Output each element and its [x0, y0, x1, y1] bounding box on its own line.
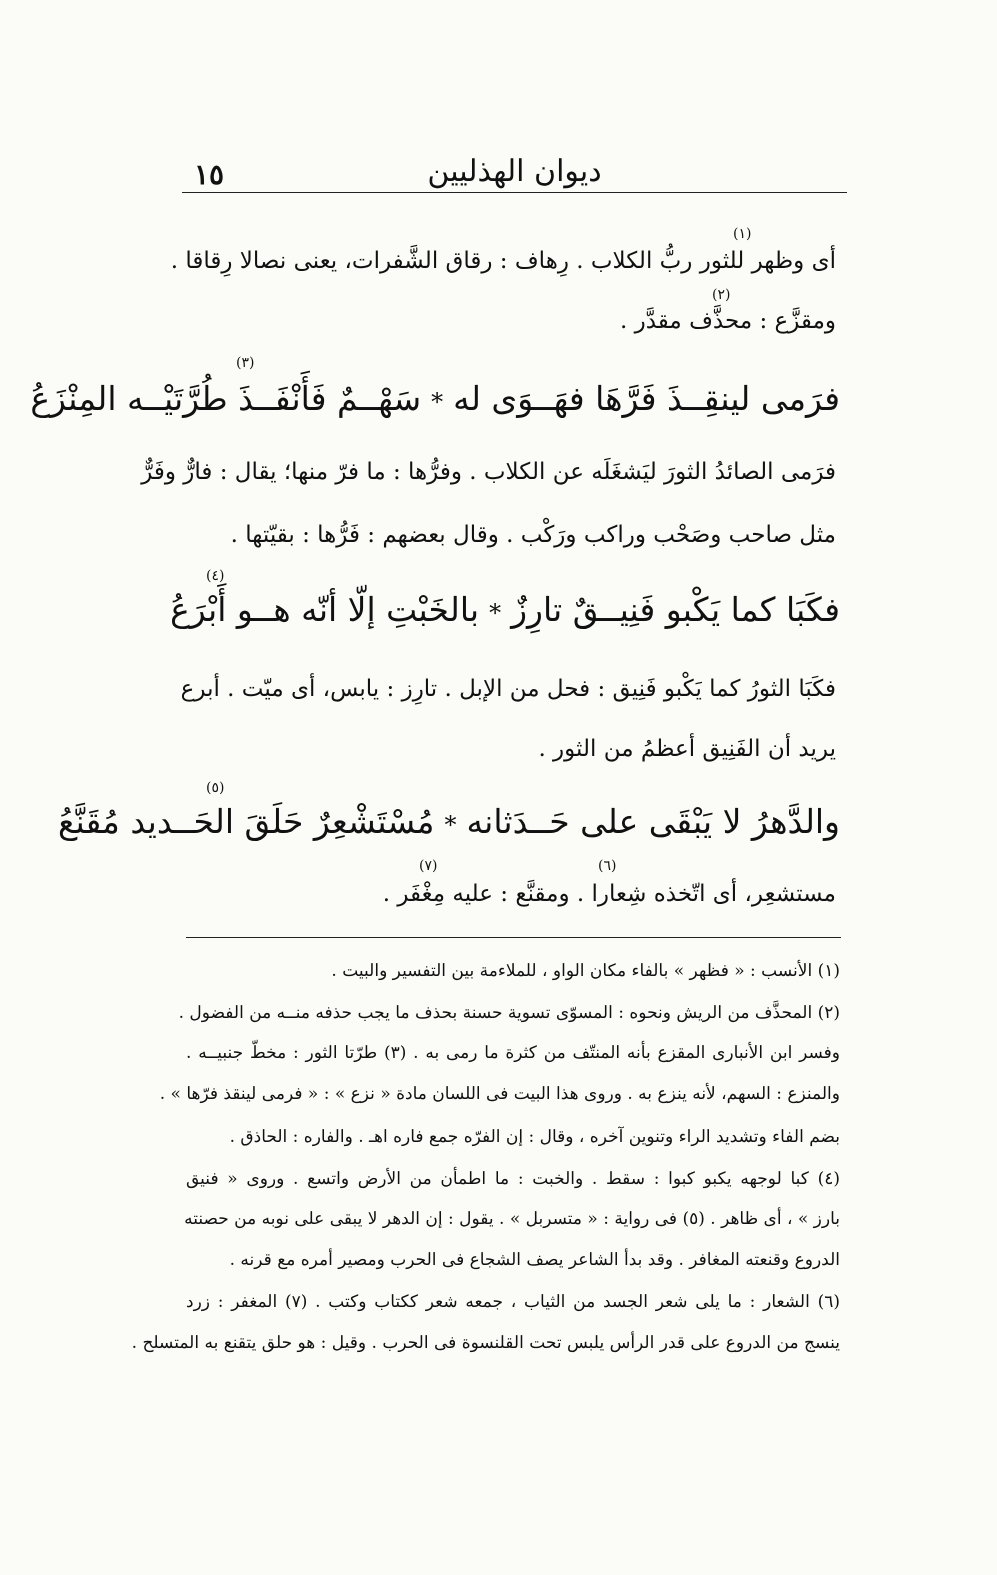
verse-second-hemistich: مُسْتَشْعِرٌ حَلَقَ الحَــديد مُقَنَّعُ: [57, 802, 435, 841]
footnote-line: بضم الفاء وتشديد الراء وتنوين آخره ، وقال : إن الفرّه جمع فاره اهـ . والفاره : الحاذق .: [229, 1127, 840, 1147]
footnote-marker-3: (٣): [236, 355, 255, 371]
footnote-line: والمنزع : السهم، لأنه ينزع به . وروى هذا البيت فى اللسان مادة « نزع » : « فرمى لينقذ فرّها » .: [159, 1084, 840, 1104]
footnote-line: الدروع وقنعته المغافر . وقد بدأ الشاعر يصف الشجاع فى الحرب ومصير أمره مع قرنه .: [229, 1250, 840, 1270]
commentary-line: مثل صاحب وصَحْب وراكب ورَكْب . وقال بعضهم : فَرُّها : بقيّتها .: [230, 522, 836, 548]
page-number: ١٥: [194, 158, 225, 191]
footnote-marker-2: (٢): [712, 287, 731, 303]
footnote-line: (٤) كبا لوجهه يكبو كبوا : سقط . والخبت : ما اطمأن من الأرض واتسع . وروى « فنيق: [186, 1169, 840, 1189]
commentary-line: يريد أن الفَنِيق أعظمُ من الثور .: [538, 736, 836, 762]
commentary-line: مستشعِر، أى اتّخذه شِعارا . ومقنَّع : عليه مِغْفَر .: [382, 881, 836, 907]
footnote-marker-4: (٤): [206, 568, 225, 584]
verse-separator: *: [489, 599, 502, 627]
verse-second-hemistich: سَهْــمٌ فَأَنْفَــذَ طُرَّتَيْــه المِنْزَعُ: [30, 379, 422, 418]
verse-first-hemistich: والدَّهرُ لا يَبْقَى على حَــدَثانه: [466, 802, 840, 841]
page-header: [182, 150, 847, 193]
footnote-divider: [186, 937, 841, 938]
verse: [30, 377, 840, 424]
commentary-line: أى وظهر للثور ربُّ الكلاب . رِهاف : رقاق الشَّفرات، يعنى نصالا رِقاقا .: [170, 248, 836, 274]
verse: [57, 800, 840, 847]
running-title: ديوان الهذليين: [427, 154, 602, 189]
verse-first-hemistich: فكَبَا كما يَكْبو فَنِيــقٌ تارِزٌ: [511, 590, 840, 629]
commentary-line: فرَمى الصائدُ الثورَ ليَشغَلَه عن الكلاب . وفرُّها : ما فرّ منها؛ يقال : فارٌّ وفَرٌّ: [141, 459, 836, 485]
verse-second-hemistich: بالخَبْتِ إلّا أنّه هــو أَبْرَعُ: [170, 590, 480, 629]
verse-separator: *: [444, 811, 457, 839]
footnote-line: (٦) الشعار : ما يلى شعر الجسد من الثياب ، جمعه شعر ككتاب وكتب . (٧) المغفر : زرد: [186, 1292, 840, 1312]
footnote-marker-5: (٥): [206, 780, 225, 796]
verse-first-hemistich: فرَمى لينقِــذَ فَرَّهَا فهَــوَى له: [453, 379, 840, 418]
footnote-line: بارز » ، أى ظاهر . (٥) فى رواية : « متسربل » . يقول : إن الدهر لا يبقى على نوبه من حصنته: [184, 1209, 840, 1229]
footnote-marker-1: (١): [733, 226, 752, 242]
commentary-line: فكَبَا الثورُ كما يَكْبو فَنِيق : فحل من الإبل . تارِز : يابس، أى ميّت . أبرع: [180, 676, 836, 702]
verse-separator: *: [431, 388, 444, 416]
footnote-line: وفسر ابن الأنبارى المقزع بأنه المنتّف من كثرة ما رمى به . (٣) طرّتا الثور : مخطّ جنبيــه .: [186, 1043, 840, 1063]
footnote-line: ينسج من الدروع على قدر الرأس يلبس تحت القلنسوة فى الحرب . وقيل : هو حلق يتقنع به المتسلح .: [131, 1333, 840, 1353]
verse: [170, 588, 840, 635]
footnote-line: (١) الأنسب : « فظهر » بالفاء مكان الواو ، للملاءمة بين التفسير والبيت .: [331, 961, 840, 981]
commentary-line: ومقزَّع : محذَّف مقدَّر .: [620, 308, 836, 334]
footnote-marker-6: (٦): [598, 858, 617, 874]
footnote-line: (٢) المحذَّف من الريش ونحوه : المسوّى تسوية حسنة بحذف ما يجب حذفه منــه من الفضول .: [178, 1003, 840, 1023]
footnote-marker-7: (٧): [419, 858, 438, 874]
